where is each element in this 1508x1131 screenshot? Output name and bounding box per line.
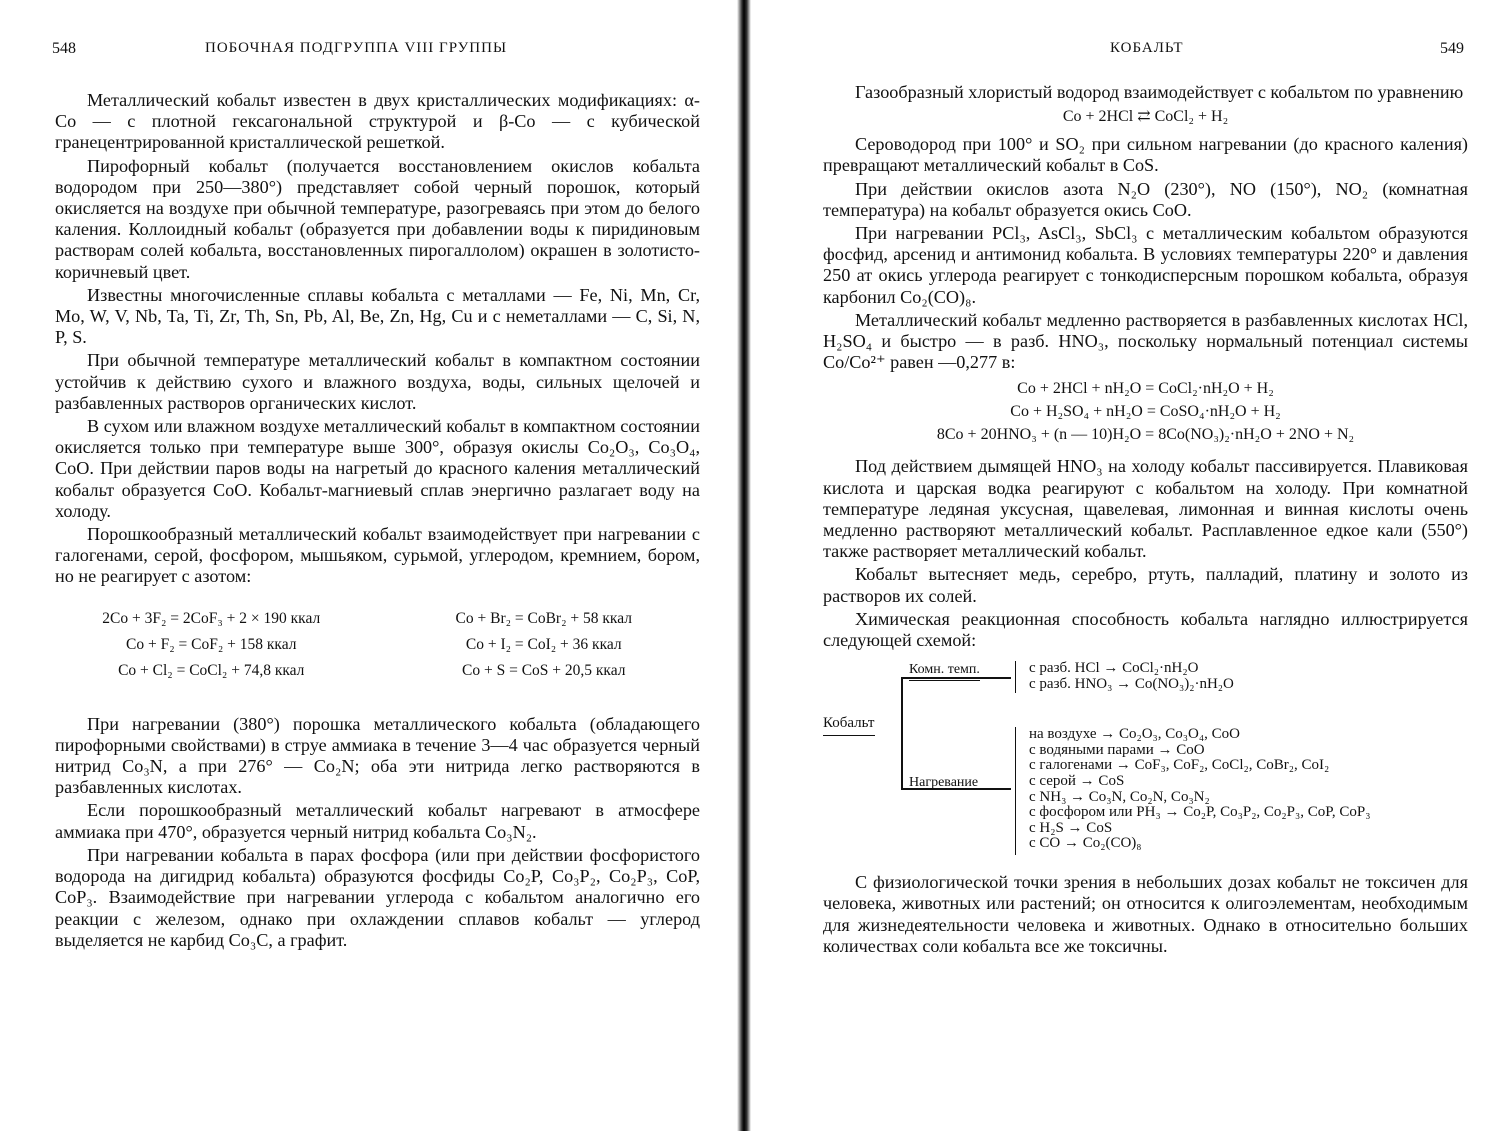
- scheme-item: с CO → Co₂(CO)₈: [1029, 835, 1142, 852]
- scheme-item: с H₂S → CoS: [1029, 819, 1113, 836]
- paragraph: Газообразный хлористый водород взаимодействует с кобальтом по уравнению: [855, 82, 1464, 102]
- paragraph: Пирофорный кобальт (получается восстановлением окислов кобальта водородом при 250—380°) представляет собой черный порошок, который окисляется на воздухе при обычной температуре, разогреваясь при этом до белого каления. Коллоидный кобальт (образуется при добавлении воды к пиридиновым растворам солей кобальта, восстановленных пирогаллолом) окрашен в золотисто-коричневый цвет.: [55, 155, 700, 282]
- scheme-room-items: [1029, 661, 1234, 692]
- scheme-item: с фосфором или PH₃ → Co₂P, Co₃P₂, Co₂P₃, CoP, CoP₃: [1029, 804, 1371, 821]
- thermochemical-equations: [55, 606, 700, 684]
- left-page: [0, 0, 740, 1131]
- running-head-left: ПОБОЧНАЯ ПОДГРУППА VIII ГРУППЫ: [205, 40, 508, 56]
- scheme-branch-heating: Нагревание: [909, 775, 979, 791]
- paragraph: Порошкообразный металлический кобальт взаимодействует при нагревании с галогенами, серой, фосфором, мышьяком, сурьмой, углеродом, кремнием, бором, но не реагирует с азотом:: [55, 524, 700, 587]
- dissolution-equations: [823, 377, 1468, 446]
- scheme-item: на воздухе → Co₂O₃, Co₃O₄, CoO: [1029, 726, 1240, 743]
- scheme-item: с разб. HCl → CoCl₂·nH₂O: [1029, 660, 1199, 677]
- paragraph: Металлический кобальт известен в двух кристаллических модификациях: α-Co — с плотной гексагональной структурой и β-Co — с кубической гранецентрированной кристаллической решеткой.: [55, 90, 700, 153]
- left-text-column: [55, 90, 700, 953]
- equation: Co + F₂ = CoF₂ + 158 ккал: [126, 635, 297, 653]
- scheme-root-label: Кобальт: [823, 713, 875, 736]
- scheme-item: с водяными парами → CoO: [1029, 741, 1205, 758]
- equation: 8Co + 20HNO₃ + (n — 10)H₂O = 8Co(NO₃)₂·nH₂O + 2NO + N₂: [936, 426, 1355, 444]
- equation: Co + 2HCl ⇄ CoCl₂ + H₂: [1062, 108, 1229, 126]
- paragraph: При действии окислов азота N₂O (230°), NO (150°), NO₂ (комнатная температура) на кобальт образуется окись CoO.: [823, 178, 1468, 220]
- page-number-right: 549: [1440, 40, 1464, 57]
- paragraph: Сероводород при 100° и SO₂ при сильном нагревании (до красного каления) превращают металлический кобальт в CoS.: [823, 134, 1468, 176]
- paragraph: Химическая реакционная способность кобальта наглядно иллюстрируется следующей схемой:: [823, 608, 1468, 651]
- scheme-heating-items: [1029, 727, 1371, 852]
- equation: Co + Br₂ = CoBr₂ + 58 ккал: [455, 609, 632, 627]
- paragraph: С физиологической точки зрения в небольших дозах кобальт не токсичен для человека, животных или растений; он относится к олигоэлементам, необходимым для жизнедеятельности человека и животных. Однако в относительно больших количествах соли кобальта все же токсичны.: [823, 872, 1468, 956]
- paragraph: При нагревании кобальта в парах фосфора (или при действии фосфористого водорода на дигидрид кобальта) образуются фосфиды Co₂P, Co₃P₂, Co₂P₃, CoP, CoP₃. Взаимодействие при нагревании углерода с кобальтом аналогично его реакции с железом, однако при охлаждении сплавов кобальт — углерод выделяется не карбид Co₃C, а графит.: [55, 844, 700, 950]
- paragraph: Под действием дымящей HNO₃ на холоду кобальт пассивируется. Плавиковая кислота и царская водка реагируют с кобальтом на холоду. При комнатной температуре ледяная уксусная, щавелевая, лимонная и винная кислоты очень медленно растворяют металлический кобальт. Расплавленное едкое кали (550°) также растворяет металлический кобальт.: [823, 456, 1468, 562]
- brace-icon: [1015, 661, 1016, 693]
- brace-icon: [1015, 727, 1016, 855]
- equation: Co + 2HCl + nH₂O = CoCl₂·nH₂O + H₂: [1017, 380, 1274, 398]
- scheme-item: с серой → CoS: [1029, 773, 1125, 790]
- equation: Co + H₂SO₄ + nH₂O = CoSO₄·nH₂O + H₂: [1010, 403, 1281, 421]
- book-gutter: [737, 0, 751, 1131]
- scheme-item: с NH₃ → Co₃N, Co₂N, Co₃N₂: [1029, 788, 1210, 805]
- right-text-column: [823, 82, 1468, 959]
- equation: Co + I₂ = CoI₂ + 36 ккал: [465, 635, 622, 653]
- equation: Co + Cl₂ = CoCl₂ + 74,8 ккал: [118, 661, 305, 679]
- scheme-branch-room-temp: Комн. темп.: [909, 659, 980, 681]
- scheme-item: с разб. HNO₃ → Co(NO₃)₂·nH₂O: [1029, 675, 1234, 692]
- page-number-left: 548: [52, 40, 76, 57]
- right-page: [760, 0, 1508, 1131]
- scheme-connector: [901, 677, 903, 789]
- reactivity-scheme: [823, 657, 1468, 872]
- paragraph: При нагревании PCl₃, AsCl₃, SbCl₃ с металлическим кобальтом образуются фосфид, арсенид и антимонид кобальта. В условиях температуры 220° и давления 250 ат окись углерода реагирует с тонкодисперсным порошком кобальта, образуя карбонил Co₂(CO)₈.: [823, 223, 1468, 307]
- scheme-item: с галогенами → CoF₃, CoF₂, CoCl₂, CoBr₂, CoI₂: [1029, 757, 1330, 774]
- paragraph: Известны многочисленные сплавы кобальта с металлами — Fe, Ni, Mn, Cr, Mo, W, V, Nb, Ta, Ti, Zr, Th, Sn, Pb, Al, Be, Zn, Hg, Cu и с неметаллами — C, Si, N, P, S.: [55, 284, 700, 348]
- paragraph: Кобальт вытесняет медь, серебро, ртуть, палладий, платину и золото из растворов их солей.: [823, 564, 1468, 606]
- equation: Co + S = CoS + 20,5 ккал: [462, 661, 626, 679]
- paragraph: Металлический кобальт медленно растворяется в разбавленных кислотах HCl, H₂SO₄ и быстро — в разб. HNO₃, поскольку нормальный потенциал системы Co/Co²⁺ равен —0,277 в:: [823, 309, 1468, 373]
- equation: 2Co + 3F₂ = 2CoF₃ + 2 × 190 ккал: [102, 609, 321, 627]
- running-head-right: КОБАЛЬТ: [1110, 40, 1184, 56]
- paragraph: В сухом или влажном воздухе металлический кобальт в компактном состоянии окисляется только при температуре выше 300°, образуя окислы Co₂O₃, Co₃O₄, CoO. При действии паров воды на нагретый до красного каления металлический кобальт образуется CoO. Кобальт-магниевый сплав энергично разлагает воду на холоду.: [55, 416, 700, 521]
- paragraph: При нагревании (380°) порошка металлического кобальта (обладающего пирофорными свойствами) в струе аммиака в течение 3—4 час образуется черный нитрид Co₃N, а при 276° — Co₂N; оба эти нитрида легко растворяются в разбавленных кислотах.: [55, 713, 700, 798]
- paragraph: Если порошкообразный металлический кобальт нагревают в атмосфере аммиака при 470°, образуется черный нитрид кобальта Co₃N₂.: [55, 800, 700, 842]
- paragraph: При обычной температуре металлический кобальт в компактном состоянии устойчив к действию сухого и влажного воздуха, воды, сильных щелочей и разбавленных растворов органических кислот.: [55, 350, 700, 413]
